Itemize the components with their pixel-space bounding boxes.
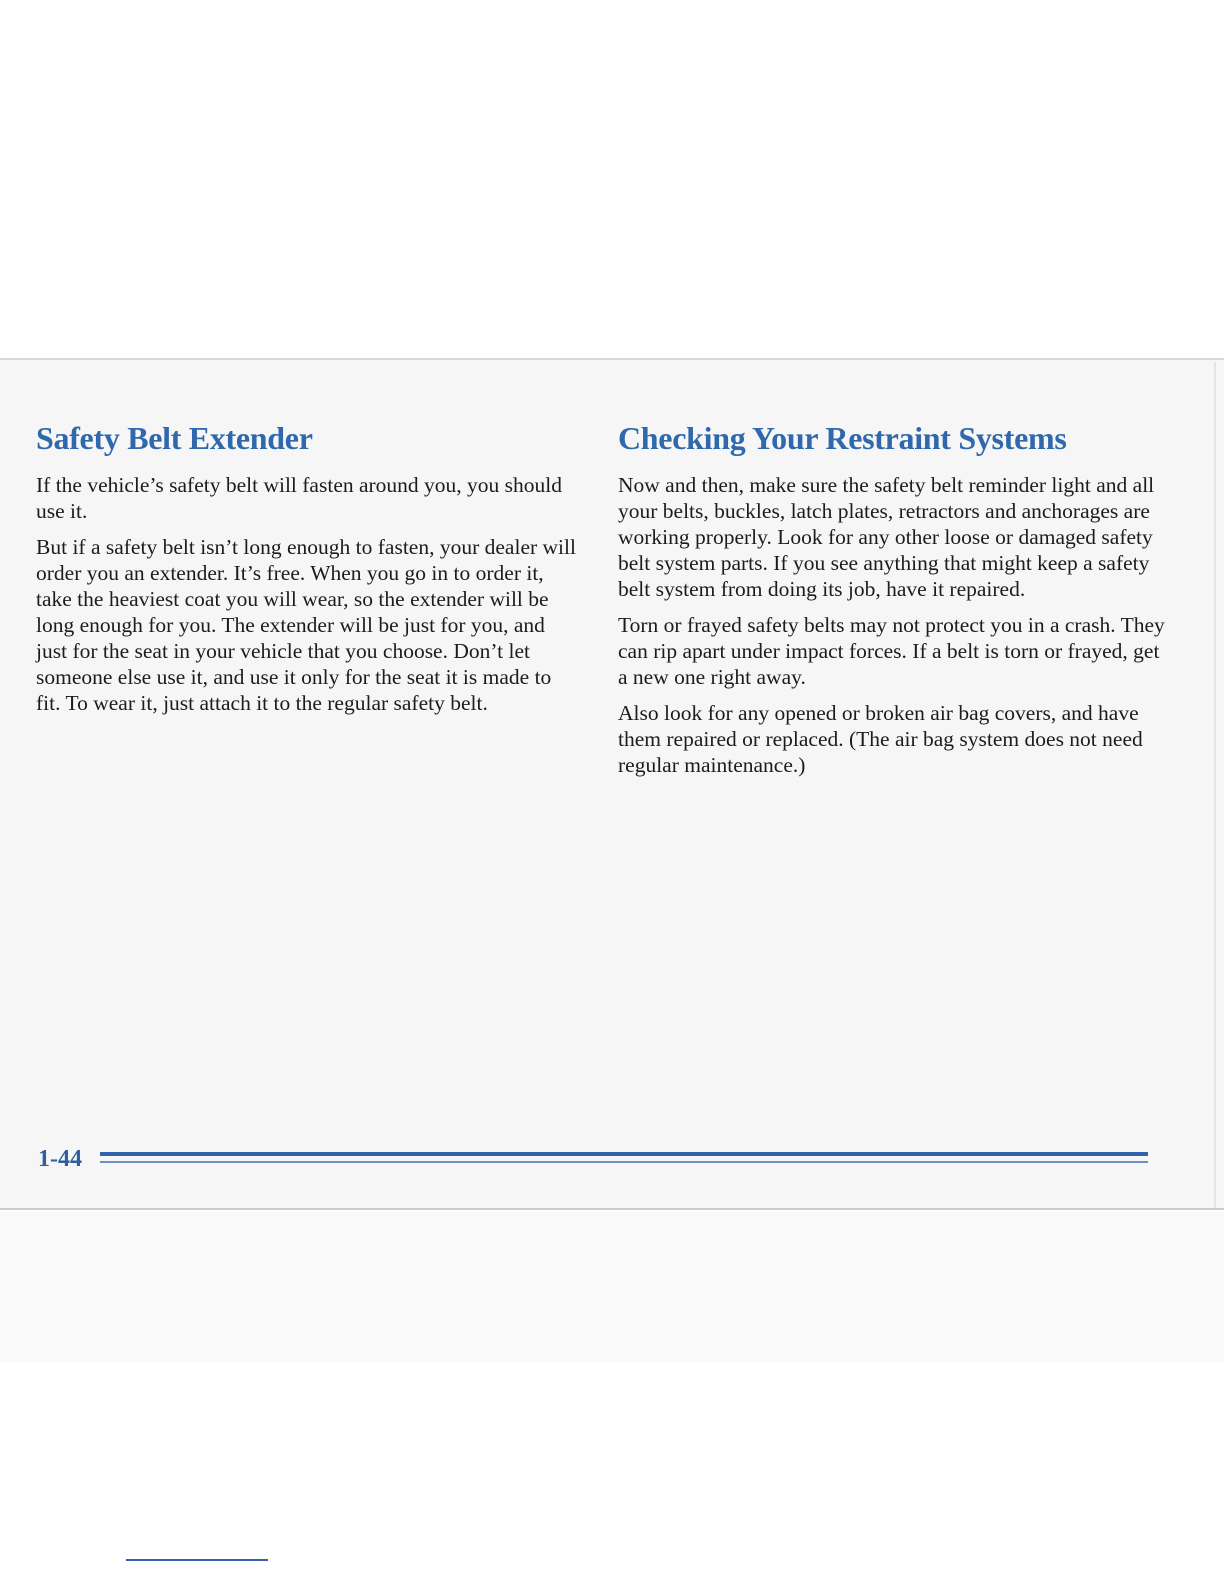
paragraph: But if a safety belt isn’t long enough to fasten, your dealer will order you an extender. It’s free. When you go in to order it, take the heaviest coat you will wear, so the extender will be long enough for you. The extender will be just for you, and just for the seat in your vehicle that you choose. Don’t let someone else use it, and use it only for the seat it is made to fit. To wear it, just attach it to the regular safety belt. bbox=[36, 535, 576, 715]
footer-rule bbox=[100, 1152, 1148, 1164]
paragraph: If the vehicle’s safety belt will fasten around you, you should use it. bbox=[36, 473, 563, 523]
panel-edge bbox=[1214, 362, 1216, 1208]
paragraph: Now and then, make sure the safety belt reminder light and all your belts, buckles, latch plates, retractors and anchorages are working properly. Look for any other loose or damaged safety belt system parts. If you see anything that might keep a safety belt system from doing its job, have it repaired. bbox=[618, 473, 1155, 601]
footer-rule-thick bbox=[100, 1152, 1148, 1156]
page-number: 1-44 bbox=[38, 1146, 82, 1172]
right-column bbox=[618, 418, 1166, 788]
bottom-underline bbox=[126, 1559, 268, 1561]
footer-rule-thin bbox=[100, 1161, 1148, 1163]
section-heading-checking-restraint-systems: Checking Your Restraint Systems bbox=[618, 420, 1067, 456]
left-column bbox=[36, 418, 576, 726]
lower-panel bbox=[0, 1212, 1224, 1362]
paragraph: Also look for any opened or broken air bag covers, and have them repaired or replaced. (The air bag system does not need regular maintenance.) bbox=[618, 701, 1143, 777]
section-heading-safety-belt-extender: Safety Belt Extender bbox=[36, 420, 313, 456]
paragraph: Torn or frayed safety belts may not protect you in a crash. They can rip apart under impact forces. If a belt is torn or frayed, get a new one right away. bbox=[618, 613, 1165, 689]
